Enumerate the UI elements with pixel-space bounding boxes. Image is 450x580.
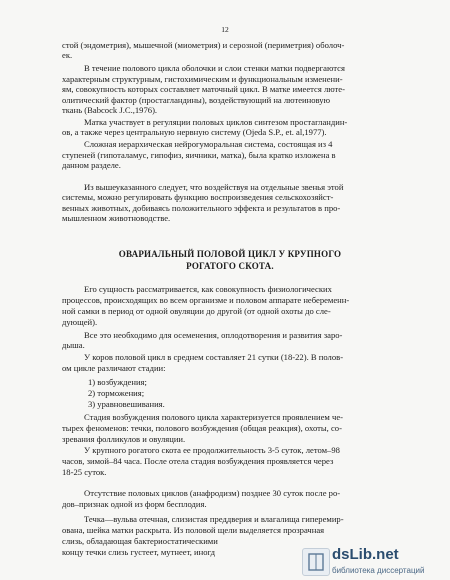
text-line: ек. xyxy=(62,50,73,60)
section-title: ОВАРИАЛЬНЫЙ ПОЛОВОЙ ЦИКЛ У КРУПНОГО xyxy=(118,249,342,259)
text-line: Из вышеуказанного следует, что воздействуя на отдельные звенья этой xyxy=(84,182,344,192)
watermark-brand: dsLib.net xyxy=(332,546,399,563)
text-line: стой (эндометрия), мышечной (миометрия) и серозной (периметрия) оболоч- xyxy=(62,40,345,50)
text-line: концу течки слизь густеет, мутнеет, иногд xyxy=(62,547,215,557)
text-line: олитический фактор (простагландины), воздействующий на лютеиновую xyxy=(62,95,331,105)
text-line: дующей). xyxy=(62,317,98,327)
text-line: ована, шейка матки раскрыта. Из половой щели выделяется прозрачная xyxy=(62,525,325,535)
list-item: 3) уравновешивания. xyxy=(88,399,165,409)
text-line: Течка—вульва отечная, слизистая преддверия и влагалища гиперемир- xyxy=(84,514,344,524)
watermark-subtitle: библиотека диссертаций xyxy=(332,566,425,575)
text-line: Все это необходимо для осеменения, оплодотворения и развития заро- xyxy=(84,330,343,340)
section-title: РОГАТОГО СКОТА. xyxy=(186,261,274,271)
book-icon xyxy=(302,548,330,576)
watermark xyxy=(302,544,450,578)
text-line: мышленном животноводстве. xyxy=(62,213,171,223)
text-line: Отсутствие половых циклов (анафродизм) позднее 30 суток после ро- xyxy=(84,488,341,498)
text-line: характерным структурным, гистохимическим и функциональным изменени- xyxy=(62,74,343,84)
text-line: процессов, происходящих во всем организме и половом аппарате небеременн- xyxy=(62,295,350,305)
list-item: 2) торможения; xyxy=(88,388,145,398)
text-line: Стадия возбуждения полового цикла характеризуется проявлением че- xyxy=(84,412,344,422)
text-line: ткань (Babcock J.C.,1976). xyxy=(62,105,158,115)
text-line: В течение полового цикла оболочки и слои стенки матки подвергаются xyxy=(84,63,345,73)
text-line: тырех феноменов: течки, полового возбуждения (общая реакция), охоты, со- xyxy=(62,423,342,433)
text-line: ом цикле различают стадии: xyxy=(62,363,166,373)
text-line: ступеней (гипоталамус, гипофиз, яичники, матка), была кратко изложена в xyxy=(62,150,336,160)
text-line: слизь, обладающая бактериостатическими xyxy=(62,536,218,546)
text-line: часов, зимой–84 часа. После отела стадия возбуждения проявляется через xyxy=(62,456,334,466)
text-line: зревания фолликулов и овуляции. xyxy=(62,434,186,444)
text-line: Сложная иерархическая нейрогуморальная система, состоящая из 4 xyxy=(84,139,333,149)
list-item: 1) возбуждения; xyxy=(88,377,147,387)
text-line: ов, а также через центральную нервную систему (Ojeda S.P., et. al,1977). xyxy=(62,127,327,137)
text-line: ям, совокупность которых составляет маточный цикл. В матке имеется люте- xyxy=(62,84,345,94)
text-line: У крупного рогатого скота ее продолжительность 3-5 суток, летом–98 xyxy=(84,445,340,455)
text-line: 18-25 суток. xyxy=(62,467,107,477)
text-line: ной самки в период от одной овуляции до другой (от одной охоты до сле- xyxy=(62,306,331,316)
text-line: венных животных, добиваясь положительного эффекта и результатов в про- xyxy=(62,203,341,213)
text-line: У коров половой цикл в среднем составляет 21 сутки (18-22). В полов- xyxy=(84,352,344,362)
text-line: Его сущность рассматривается, как совокупность физиологических xyxy=(84,284,332,294)
page-number: 12 xyxy=(221,25,229,34)
text-line: дыша. xyxy=(62,340,85,350)
text-line: данном разделе. xyxy=(62,160,121,170)
text-line: дов–признак одной из форм бесплодия. xyxy=(62,499,207,509)
text-line: системы, можно регулировать функцию воспроизведения сельскохозяйст- xyxy=(62,192,334,202)
text-line: Матка участвует в регуляции половых циклов синтезом простагландин- xyxy=(84,117,348,127)
